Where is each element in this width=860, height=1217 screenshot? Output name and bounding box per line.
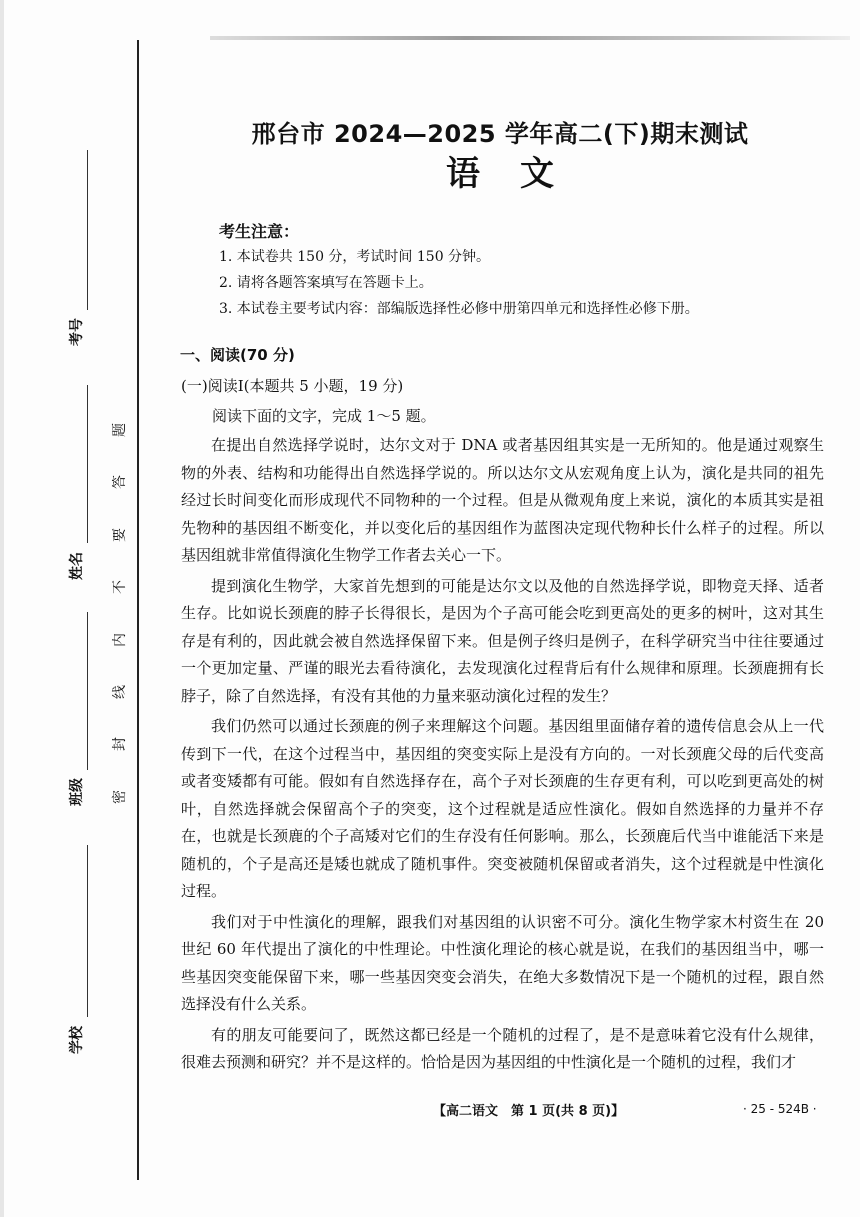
passage-paragraph: 有的朋友可能要问了，既然这都已经是一个随机的过程了，是不是意味着它没有什么规律，很难去预测和研究？并不是这样的。恰恰是因为基因组的中性演化是一个随机的过程，我们才 — [181, 1025, 824, 1071]
exam-no-field-line — [87, 150, 88, 310]
exam-title: 邢台市 2024—2025 学年高二(下)期末测试 — [251, 120, 749, 148]
subject-title: 语文 — [446, 154, 594, 194]
passage-paragraph: 提到演化生物学，大家首先想到的可能是达尔文以及他的自然选择学说，即物竞天择、适者生存。比如说长颈鹿的脖子长得很长，是因为个子高可能会吃到更高处的更多的树叶，这对其生存是有利的，因此就会被自然选择保留下来。但是例子终归是例子，在科学研究当中往往要通过一个更加定量、严谨的眼光去看待演化，去发现演化过程背后有什么规律和原理。长颈鹿拥有长脖子，除了自然选择，有没有其他的力量来驱动演化过程的发生？ — [181, 576, 824, 705]
class-field-line — [87, 612, 88, 770]
seal-char: 不 — [112, 580, 128, 594]
notice-item: 2. 请将各题答案填写在答题卡上。 — [219, 275, 433, 291]
exam-no-label: 考号 — [69, 318, 85, 346]
paper-code: · 25 - 524B · — [743, 1102, 817, 1116]
seal-char: 封 — [112, 737, 128, 751]
school-field-line — [87, 845, 88, 1017]
section-heading: 一、阅读(70 分) — [180, 346, 295, 364]
scan-left-edge — [0, 0, 4, 1217]
seal-char: 题 — [112, 423, 128, 437]
passage-paragraph: 我们对于中性演化的理解，跟我们对基因组的认识密不可分。演化生物学家木村资生在 20 世纪 60 年代提出了演化的中性理论。中性演化理论的核心就是说，在我们的基因组当中，哪一些基因突变能保留下来，哪一些基因突变会消失，在绝大多数情况下是一个随机的过程，跟自然选择没有什么关系。 — [181, 912, 824, 1013]
seal-char: 线 — [112, 685, 128, 699]
seal-char: 内 — [112, 633, 128, 647]
section-sub-heading: (一)阅读Ⅰ(本题共 5 小题，19 分) — [181, 377, 404, 395]
page-footer-label: 【高二语文 第 1 页(共 8 页)】 — [433, 1104, 625, 1119]
binding-line — [137, 40, 139, 1180]
reading-passage — [181, 432, 824, 1077]
school-label: 学校 — [69, 1026, 85, 1054]
seal-char: 要 — [112, 528, 128, 542]
seal-char: 密 — [112, 790, 128, 804]
passage-paragraph: 我们仍然可以通过长颈鹿的例子来理解这个问题。基因组里面储存着的遗传信息会从上一代传到下一代，在这个过程当中，基因组的突变实际上是没有方向的。一对长颈鹿父母的后代变高或者变矮都有可能。假如有自然选择存在，高个子对长颈鹿的生存更有利，可以吃到更高处的树叶，自然选择就会保留高个子的突变，这个过程就是适应性演化。假如自然选择的力量并不存在，也就是长颈鹿的个子高矮对它们的生存没有任何影响。那么，长颈鹿后代当中谁能活下来是随机的，个子是高还是矮也就成了随机事件。突变被随机保留或者消失，这个过程就是中性演化过程。 — [181, 717, 824, 900]
notice-heading: 考生注意： — [219, 222, 300, 241]
notice-item: 1. 本试卷共 150 分，考试时间 150 分钟。 — [219, 249, 491, 265]
passage-paragraph: 在提出自然选择学说时，达尔文对于 DNA 或者基因组其实是一无所知的。他是通过观察生物的外表、结构和功能得出自然选择学说的。所以达尔文从宏观角度上认为，演化是共同的祖先经过长时间变化而形成现代不同物种的一个过程。但是从微观角度上来说，演化的本质其实是祖先物种的基因组不断变化，并以变化后的基因组作为蓝图决定现代物种长什么样子的过程。所以基因组就非常值得演化生物学工作者去关心一下。 — [181, 436, 824, 564]
reading-instruction: 阅读下面的文字，完成 1～5 题。 — [212, 407, 436, 425]
name-label: 姓名 — [69, 552, 85, 580]
scan-top-edge — [210, 36, 850, 40]
notice-item: 3. 本试卷主要考试内容：部编版选择性必修中册第四单元和选择性必修下册。 — [219, 301, 699, 317]
class-label: 班级 — [69, 778, 85, 806]
name-field-line — [87, 385, 88, 543]
seal-char: 答 — [112, 475, 128, 489]
